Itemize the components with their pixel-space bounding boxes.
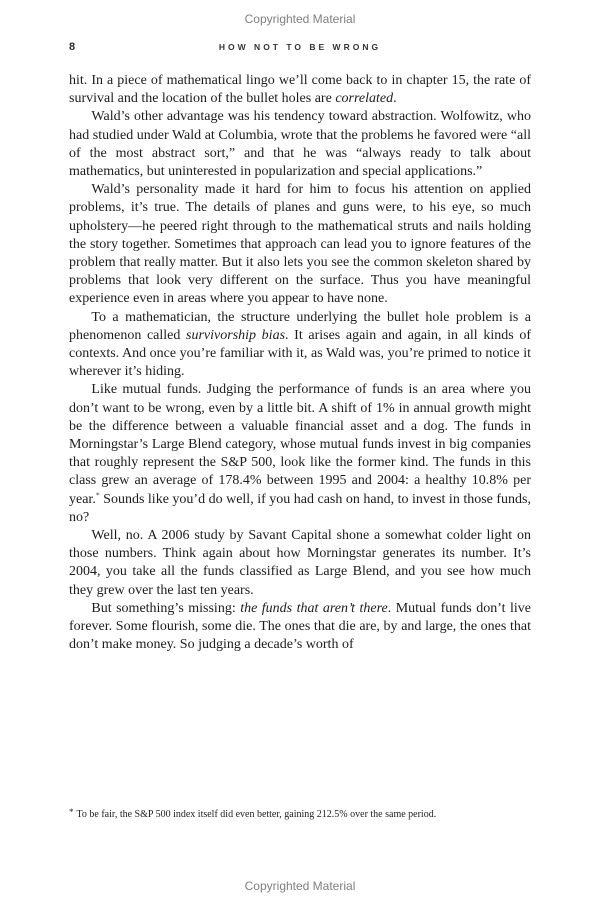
footnote xyxy=(69,806,531,821)
page-header xyxy=(69,40,531,54)
text-segment: Wald’s personality made it hard for him to focus his attention on applied problems, it’s true. The details of planes and guns were, to his eye, so much upholstery—he peered right through to the mathematical struts and nails holding the story together. Sometimes that approach can lead you to ignore features of the problem that really matter. But it also lets you see the common skeleton shared by problems that look very different on the surface. Thus you have meaningful experience even in areas where you appear to have none. xyxy=(69,182,531,307)
text-segment: survivorship bias xyxy=(186,327,286,343)
paragraph xyxy=(69,309,531,382)
text-segment: Wald’s other advantage was his tendency toward abstraction. Wolfowitz, who had studied under Wald at Columbia, wrote that the problems he favored were “all of the most abstract sort,” and that he was “always ready to talk about mathematics, but uninterested in popularization and special applications.” xyxy=(69,109,531,180)
text-segment: * xyxy=(95,490,100,500)
paragraph xyxy=(69,600,531,655)
running-header: HOW NOT TO BE WRONG xyxy=(218,42,382,52)
text-segment: the funds that aren’t there xyxy=(240,600,388,616)
text-segment: . It arises again and again, in all kinds of contexts. And once you’re familiar with it, as Wald was, you’re primed to notice it wherever it’s hiding. xyxy=(69,327,531,380)
paragraph xyxy=(69,381,531,527)
paragraph xyxy=(69,527,531,600)
page-number: 8 xyxy=(69,41,76,53)
body-text xyxy=(69,72,531,655)
paragraph xyxy=(69,181,531,308)
footnote-marker: * xyxy=(69,807,74,817)
text-segment: Like mutual funds. Judging the performance of funds is an area where you don’t want to be wrong, even by a little bit. A shift of 1% in annual growth might be the difference between a valuable financial asset and a dog. The funds in Morningstar’s Large Blend category, whose mutual funds invest in big companies that roughly represent the S&P 500, look like the former kind. The funds in this class grew an average of 178.4% between 1995 and 2004: a healthy 10.8% per year. xyxy=(69,382,531,507)
copyright-notice-bottom: Copyrighted Material xyxy=(244,879,356,893)
footnote-text: To be fair, the S&P 500 index itself did even better, gaining 212.5% over the same period. xyxy=(76,809,437,820)
copyright-notice-top: Copyrighted Material xyxy=(244,12,356,26)
text-segment: hit. In a piece of mathematical lingo we’ll come back to in chapter 15, the rate of survival and the location of the bullet holes are xyxy=(69,73,531,107)
paragraph xyxy=(69,72,531,108)
text-segment: Well, no. A 2006 study by Savant Capital shone a somewhat colder light on those numbers. Think again about how Morningstar generates its number. It’s 2004, you take all the funds classified as Large Blend, and you see how much they grew over the last ten years. xyxy=(69,528,531,598)
text-segment: . xyxy=(393,91,397,107)
text-segment: But something’s missing: xyxy=(91,600,241,616)
text-segment: . Mutual funds don’t live forever. Some flourish, some die. The ones that die are, by and large, the ones that don’t make money. So judging a decade’s worth of xyxy=(69,600,532,653)
text-segment: correlated xyxy=(335,91,394,107)
text-segment: To a mathematician, the structure underlying the bullet hole problem is a phenomenon called xyxy=(69,309,531,343)
text-segment: Sounds like you’d do well, if you had cash on hand, to invest in those funds, no? xyxy=(69,491,531,525)
paragraph xyxy=(69,108,531,181)
